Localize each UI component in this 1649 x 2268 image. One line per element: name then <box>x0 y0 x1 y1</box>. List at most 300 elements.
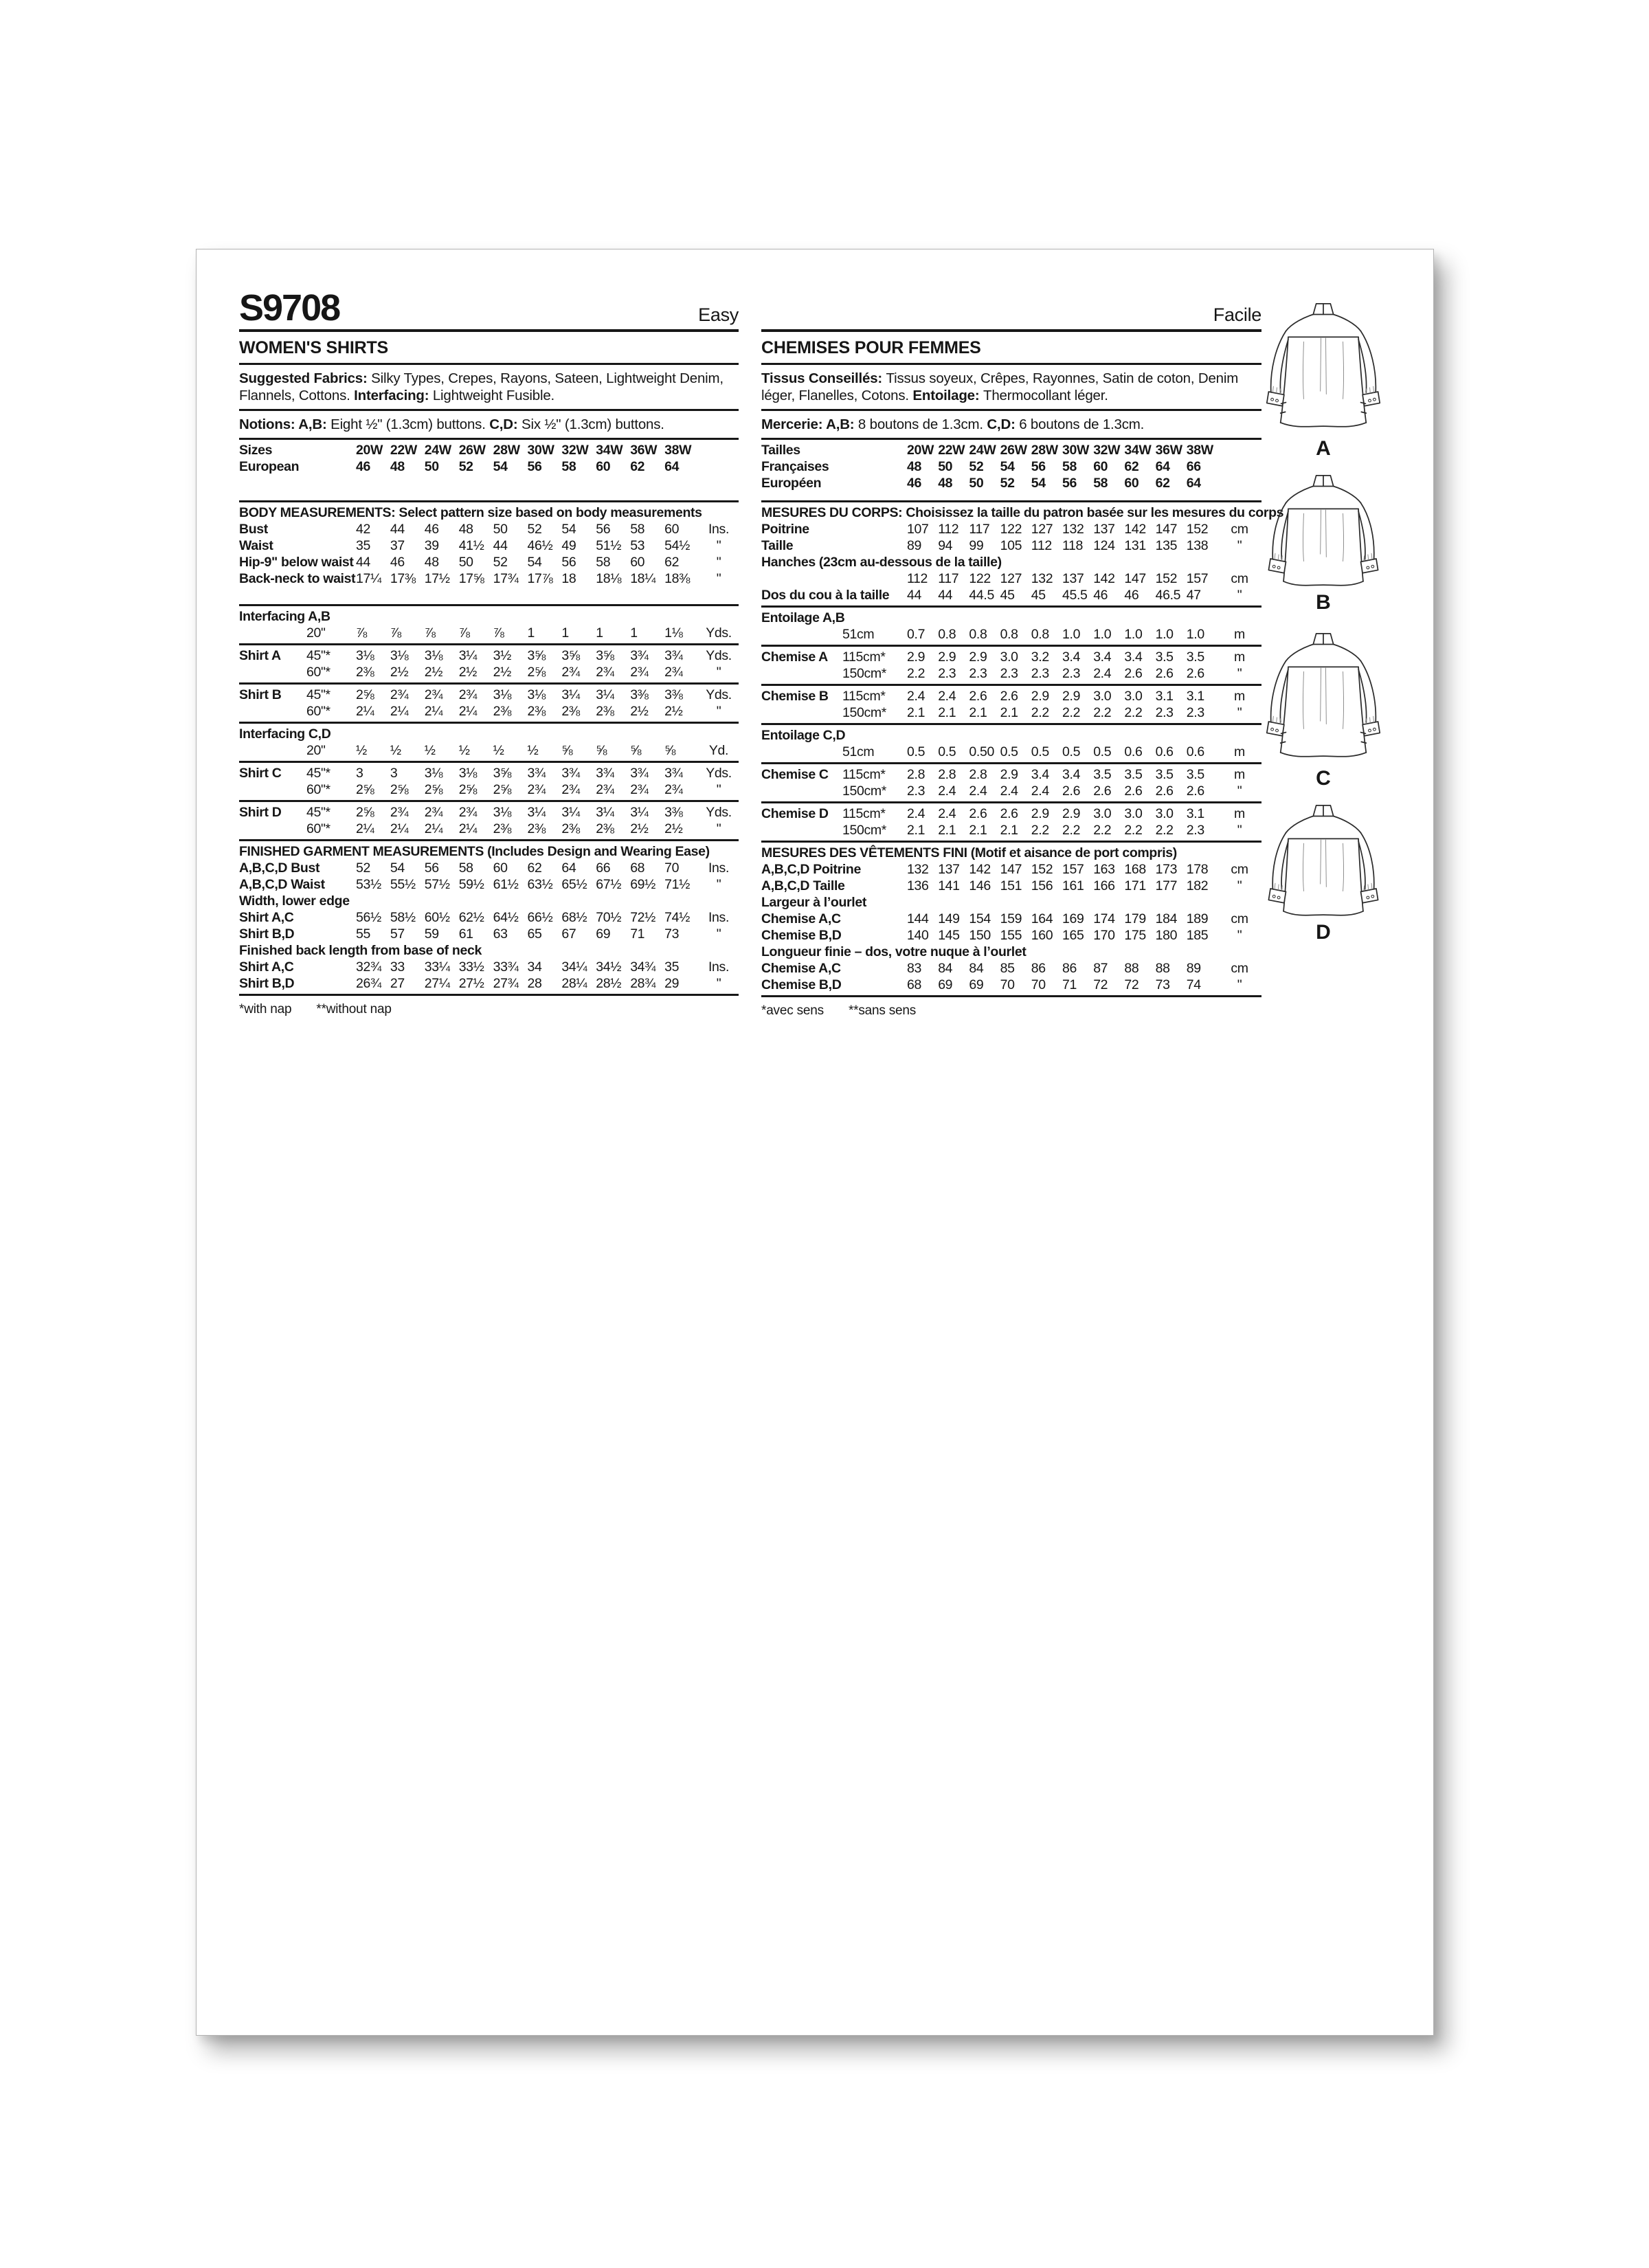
table-row <box>239 554 739 570</box>
fabric-width-label: 150cm* <box>842 823 887 838</box>
value-cell: 59½ <box>458 877 484 892</box>
table-row <box>761 521 1261 537</box>
value-cell: 2⅜ <box>596 704 614 719</box>
unit-cell: cm <box>1231 961 1248 976</box>
value-cell: ½ <box>424 743 436 758</box>
value-cell: 70 <box>1031 977 1046 992</box>
value-cell: 3⅛ <box>527 687 546 702</box>
divider <box>761 762 1261 764</box>
unit-cell: Ins. <box>708 910 730 925</box>
row-label <box>761 665 842 682</box>
value-cell: 26¾ <box>356 976 381 991</box>
shirt-c-illustration <box>1261 629 1386 766</box>
value-cell: 157 <box>1062 862 1084 877</box>
value-cell: 3⅛ <box>356 648 374 663</box>
value-cell: 62 <box>1124 459 1139 474</box>
value-cell: 140 <box>907 928 929 943</box>
table-row <box>239 781 739 798</box>
value-cell: 1.0 <box>1186 627 1204 642</box>
unit-cell: " <box>716 821 721 836</box>
value-cell: 3.4 <box>1062 767 1081 782</box>
view-label-c: C <box>1316 767 1331 790</box>
value-cell: 3.0 <box>1155 806 1174 821</box>
value-cell: 3.0 <box>1093 689 1112 704</box>
value-cell: 18¼ <box>630 571 656 586</box>
value-cell: 3⅝ <box>527 648 546 663</box>
view-label-b: B <box>1316 591 1331 614</box>
row-label: Shirt A <box>239 648 281 663</box>
value-cell: 17⅜ <box>390 571 416 586</box>
shirt-view-c <box>1248 629 1399 790</box>
unit-cell: " <box>716 538 721 553</box>
value-cell: 61½ <box>493 877 519 892</box>
value-cell: 27 <box>390 976 405 991</box>
value-cell: 138 <box>1186 538 1209 553</box>
value-cell: 2½ <box>390 665 409 680</box>
fabric-width-label: 51cm <box>842 744 875 759</box>
value-cell: 168 <box>1124 862 1146 877</box>
value-cell: 2⅜ <box>561 821 580 836</box>
value-cell: 2.2 <box>1124 823 1143 838</box>
table-row <box>761 766 1261 783</box>
shirt-a-illustration <box>1261 299 1386 436</box>
unit-cell: m <box>1234 689 1245 704</box>
shirt-view-d <box>1248 801 1399 944</box>
footnote-with-nap: *with nap <box>239 1002 292 1016</box>
divider <box>761 841 1261 843</box>
value-cell: 53½ <box>356 877 381 892</box>
value-cell: 2¾ <box>596 782 614 797</box>
value-cell: 51½ <box>596 538 622 553</box>
value-cell: 26W <box>1000 443 1027 458</box>
value-cell: 74½ <box>664 910 690 925</box>
french-column <box>761 288 1284 1023</box>
header-row <box>239 288 739 328</box>
value-cell: 3⅛ <box>493 805 512 820</box>
unit-cell: Yds. <box>706 805 732 820</box>
value-cell: 179 <box>1124 911 1146 926</box>
table-row <box>761 587 1261 603</box>
divider <box>761 409 1261 411</box>
value-cell: 0.5 <box>1062 744 1081 759</box>
table-head: FINISHED GARMENT MEASUREMENTS (Includes Design and Wearing Ease) <box>239 844 710 859</box>
value-cell: 2.4 <box>1031 783 1049 799</box>
unit-cell: " <box>716 926 721 942</box>
unit-cell <box>699 442 739 458</box>
bold-text: C,D: <box>489 416 522 432</box>
value-cell: 3⅝ <box>493 766 512 781</box>
value-cell: 182 <box>1186 878 1209 893</box>
value-cell: 2.1 <box>907 705 926 720</box>
value-cell: 0.7 <box>907 627 926 642</box>
value-cell: 46 <box>907 476 921 491</box>
value-cell: 127 <box>1000 571 1022 586</box>
value-cell: 64 <box>1186 476 1201 491</box>
value-cell: 1⅛ <box>664 625 683 641</box>
value-cell: 58 <box>630 522 645 537</box>
value-cell: 88 <box>1155 961 1170 976</box>
value-cell: 56 <box>596 522 611 537</box>
value-cell: 44 <box>390 522 405 537</box>
value-cell: 2.4 <box>938 783 956 799</box>
value-cell: 0.5 <box>1000 744 1018 759</box>
value-cell: 3⅛ <box>424 648 443 663</box>
value-cell: 2.2 <box>1031 823 1049 838</box>
value-cell: 35 <box>356 538 370 553</box>
value-cell: 22W <box>390 443 417 458</box>
shirt-d-illustration <box>1261 801 1386 920</box>
value-cell: 50 <box>969 476 984 491</box>
value-cell: 56 <box>424 860 439 876</box>
value-cell: 38W <box>1186 443 1213 458</box>
value-cell: 2.3 <box>1186 823 1204 838</box>
value-cell: 2.1 <box>969 823 987 838</box>
value-cell: 2.9 <box>1062 806 1081 821</box>
footnote-avec-sens: *avec sens <box>761 1003 824 1018</box>
value-cell: 48 <box>907 459 921 474</box>
value-cell: 2.1 <box>907 823 926 838</box>
value-cell: 68 <box>630 860 645 876</box>
value-cell: 2.2 <box>1062 705 1081 720</box>
unit-cell: " <box>1237 977 1242 992</box>
row-label: Chemise B,D <box>761 977 842 992</box>
value-cell: 2.6 <box>1124 783 1143 799</box>
row-label <box>239 625 306 641</box>
value-cell: 94 <box>938 538 953 553</box>
value-cell: 2.6 <box>1000 689 1018 704</box>
value-cell: 177 <box>1155 878 1178 893</box>
value-cell: 70 <box>1000 977 1015 992</box>
spacer <box>761 491 1261 498</box>
value-cell: 2.6 <box>1093 783 1112 799</box>
row-label <box>761 570 907 587</box>
value-cell: 2.3 <box>938 666 956 681</box>
value-cell: 58½ <box>390 910 416 925</box>
bold-text: Mercerie: A,B: <box>761 416 858 432</box>
value-cell: 0.8 <box>1000 627 1018 642</box>
value-cell: 3.4 <box>1031 767 1049 782</box>
value-cell: 3¼ <box>561 805 580 820</box>
value-cell: 107 <box>907 522 929 537</box>
table-row <box>761 626 1261 643</box>
value-cell: 0.6 <box>1124 744 1143 759</box>
pattern-envelope-back-page <box>196 249 1434 2036</box>
value-cell: 1.0 <box>1062 627 1081 642</box>
value-cell: 44 <box>938 588 953 603</box>
unit-cell: cm <box>1231 911 1248 926</box>
english-tables <box>239 438 739 992</box>
divider <box>239 761 739 763</box>
value-cell: 2.4 <box>938 806 956 821</box>
divider <box>239 800 739 802</box>
value-cell: 2⅜ <box>596 821 614 836</box>
table-row <box>239 687 739 703</box>
table-row <box>761 744 1261 760</box>
value-cell: 166 <box>1093 878 1115 893</box>
value-cell: 52 <box>1000 476 1015 491</box>
text: Six ½" (1.3cm) buttons. <box>521 416 664 432</box>
value-cell: 2.6 <box>1124 666 1143 681</box>
value-cell: 60 <box>664 522 680 537</box>
value-cell: 137 <box>938 862 960 877</box>
value-cell: 69 <box>969 977 984 992</box>
table-row <box>239 458 739 475</box>
value-cell: 0.6 <box>1186 744 1204 759</box>
table-row <box>239 860 739 876</box>
value-cell: 26W <box>458 443 486 458</box>
value-cell: 2.3 <box>1186 705 1204 720</box>
divider <box>239 682 739 685</box>
value-cell: 50 <box>458 555 473 570</box>
value-cell: 50 <box>938 459 953 474</box>
fabric-width-label: 60"* <box>306 704 330 719</box>
unit-cell: " <box>1237 705 1242 720</box>
value-cell: 73 <box>664 926 680 942</box>
value-cell: 3⅝ <box>561 648 580 663</box>
unit-cell: " <box>716 877 721 892</box>
table-row <box>239 804 739 821</box>
value-cell: ½ <box>458 743 470 758</box>
value-cell: 2.1 <box>1000 705 1018 720</box>
value-cell: 2.3 <box>907 783 926 799</box>
value-cell: 3⅛ <box>390 648 409 663</box>
value-cell: 20W <box>356 443 383 458</box>
value-cell: ⅞ <box>390 625 401 641</box>
value-cell: 1 <box>596 625 603 641</box>
value-cell: 2⅝ <box>527 665 546 680</box>
value-cell: 70½ <box>596 910 622 925</box>
value-cell: ½ <box>390 743 401 758</box>
value-cell: 28 <box>527 976 542 991</box>
table-row <box>239 647 739 664</box>
row-label: Taille <box>761 538 794 553</box>
unit-cell: m <box>1234 649 1245 665</box>
row-label: Chemise C <box>761 767 829 782</box>
value-cell: 2.1 <box>938 823 956 838</box>
value-cell: 3¼ <box>458 648 478 663</box>
value-cell: 63 <box>493 926 508 942</box>
value-cell: 3½ <box>493 648 512 663</box>
value-cell: 2.3 <box>969 666 987 681</box>
value-cell: 189 <box>1186 911 1209 926</box>
divider <box>239 438 739 440</box>
fabric-width-label: 20" <box>306 625 326 641</box>
value-cell: 0.8 <box>1031 627 1049 642</box>
value-cell: 2½ <box>458 665 478 680</box>
unit-cell: " <box>716 555 721 570</box>
value-cell: 34¾ <box>630 959 656 975</box>
table-row <box>239 909 739 926</box>
value-cell: 2.3 <box>1062 666 1081 681</box>
value-cell: 17⅞ <box>527 571 553 586</box>
table-row <box>761 665 1261 682</box>
value-cell: 2.2 <box>907 666 926 681</box>
value-cell: 37 <box>390 538 405 553</box>
value-cell: 2¾ <box>596 665 614 680</box>
value-cell: 44.5 <box>969 588 994 603</box>
row-label <box>239 664 306 680</box>
value-cell: 64 <box>561 860 576 876</box>
table-row <box>761 704 1261 721</box>
row-label: Shirt D <box>239 805 282 820</box>
unit-cell: Ins. <box>708 959 730 975</box>
divider <box>761 995 1261 997</box>
value-cell: 2⅝ <box>390 782 409 797</box>
value-cell: 2.9 <box>969 649 987 665</box>
value-cell: 88 <box>1124 961 1139 976</box>
value-cell: 87 <box>1093 961 1108 976</box>
value-cell: 170 <box>1093 928 1115 943</box>
unit-cell: " <box>1237 666 1242 681</box>
value-cell: 39 <box>424 538 439 553</box>
value-cell: 65½ <box>561 877 587 892</box>
fabric-width-label: 115cm* <box>842 649 886 665</box>
value-cell: 2.9 <box>907 649 926 665</box>
table-row <box>239 959 739 975</box>
value-cell: 137 <box>1062 571 1084 586</box>
bold-text: C,D: <box>987 416 1020 432</box>
value-cell: 3.1 <box>1186 806 1204 821</box>
value-cell: 2.3 <box>1155 705 1174 720</box>
value-cell: 18⅜ <box>664 571 690 586</box>
table-row <box>239 876 739 893</box>
value-cell: 46 <box>390 555 405 570</box>
value-cell: 2.6 <box>969 689 987 704</box>
value-cell: 60 <box>493 860 508 876</box>
value-cell: 64½ <box>493 910 519 925</box>
row-label <box>761 822 842 838</box>
row-label: Chemise A,C <box>761 961 841 976</box>
value-cell: 3¾ <box>630 648 649 663</box>
view-label-d: D <box>1316 921 1331 944</box>
value-cell: 3.5 <box>1124 767 1143 782</box>
value-cell: 65 <box>527 926 542 942</box>
value-cell: ⅝ <box>664 743 676 758</box>
value-cell: 117 <box>969 522 990 537</box>
value-cell: 173 <box>1155 862 1178 877</box>
shirt-view-a <box>1248 299 1399 460</box>
value-cell: 3¼ <box>596 805 614 820</box>
value-cell: 2⅝ <box>458 782 478 797</box>
value-cell: 2¾ <box>390 687 409 702</box>
value-cell: 105 <box>1000 538 1022 553</box>
value-cell: 36W <box>630 443 658 458</box>
value-cell: 3⅜ <box>630 687 649 702</box>
value-cell: 180 <box>1155 928 1178 943</box>
value-cell: 2¼ <box>424 821 443 836</box>
bold-text: Tissus Conseillés: <box>761 370 886 386</box>
value-cell: 3.0 <box>1124 806 1143 821</box>
value-cell: 2⅝ <box>356 805 374 820</box>
value-cell: 151 <box>1000 878 1022 893</box>
value-cell: 24W <box>424 443 451 458</box>
value-cell: 3.2 <box>1031 649 1049 665</box>
value-cell: 3.5 <box>1093 767 1112 782</box>
value-cell: 71 <box>1062 977 1077 992</box>
value-cell: 2⅝ <box>356 782 374 797</box>
value-cell: 0.5 <box>1093 744 1112 759</box>
value-cell: 52 <box>969 459 984 474</box>
value-cell: 27½ <box>458 976 484 991</box>
row-label <box>761 783 842 799</box>
bold-text: Notions: A,B: <box>239 416 331 432</box>
row-label: Shirt A,C <box>239 959 294 975</box>
value-cell: 2.9 <box>1000 767 1018 782</box>
row-label <box>239 821 306 837</box>
value-cell: 2.6 <box>1155 783 1174 799</box>
value-cell: 55½ <box>390 877 416 892</box>
value-cell: 2.6 <box>1000 806 1018 821</box>
value-cell: 2¾ <box>664 782 683 797</box>
value-cell: 132 <box>1062 522 1084 537</box>
value-cell: 2.8 <box>938 767 956 782</box>
divider <box>761 500 1261 502</box>
value-cell: 3⅛ <box>424 766 443 781</box>
value-cell: 69 <box>938 977 953 992</box>
fabric-width-label: 150cm* <box>842 666 887 681</box>
value-cell: 54 <box>561 522 576 537</box>
value-cell: 17⅝ <box>458 571 484 586</box>
value-cell: 62½ <box>458 910 484 925</box>
value-cell: 56 <box>527 459 542 474</box>
table-subhead: Entoilage C,D <box>761 728 846 743</box>
value-cell: 2¼ <box>356 704 374 719</box>
row-label: Shirt C <box>239 766 282 781</box>
value-cell: 2.6 <box>1155 666 1174 681</box>
row-label: A,B,C,D Taille <box>761 878 845 893</box>
table-subhead: Finished back length from base of neck <box>239 943 482 958</box>
text: 6 boutons de 1.3cm. <box>1019 416 1145 432</box>
value-cell: 66 <box>1186 459 1201 474</box>
value-cell: 45 <box>1031 588 1046 603</box>
value-cell: 57 <box>390 926 405 942</box>
value-cell: 3.4 <box>1093 649 1112 665</box>
value-cell: 3.5 <box>1186 649 1204 665</box>
value-cell: 136 <box>907 878 929 893</box>
unit-cell: cm <box>1231 522 1248 537</box>
value-cell: 2.2 <box>1124 705 1143 720</box>
table-row <box>761 688 1261 704</box>
unit-cell: Yds. <box>706 687 732 702</box>
value-cell: 56 <box>1062 476 1077 491</box>
value-cell: 1.0 <box>1093 627 1112 642</box>
row-label: Shirt A,C <box>239 910 294 925</box>
table-row <box>239 821 739 837</box>
value-cell: 112 <box>907 571 928 586</box>
value-cell: 2¾ <box>561 665 580 680</box>
value-cell: 32W <box>1093 443 1121 458</box>
divider <box>761 438 1261 440</box>
value-cell: 0.5 <box>907 744 926 759</box>
bold-text: Suggested Fabrics: <box>239 370 372 386</box>
fabric-width-label: 60"* <box>306 821 330 836</box>
value-cell: 131 <box>1124 538 1146 553</box>
value-cell: 38W <box>664 443 692 458</box>
fabric-width-label: 45"* <box>306 687 330 702</box>
value-cell: 1 <box>561 625 569 641</box>
divider <box>239 722 739 724</box>
value-cell: 2.2 <box>1093 823 1112 838</box>
value-cell: 3.0 <box>1093 806 1112 821</box>
row-label: Chemise D <box>761 806 829 821</box>
value-cell: ⅝ <box>561 743 573 758</box>
garment-views-sidebar <box>1248 249 1399 1005</box>
value-cell: 30W <box>1062 443 1090 458</box>
unit-cell: m <box>1234 744 1245 759</box>
value-cell: 60 <box>596 459 611 474</box>
unit-cell: " <box>716 704 721 719</box>
text: Lightweight Fusible. <box>432 388 555 403</box>
